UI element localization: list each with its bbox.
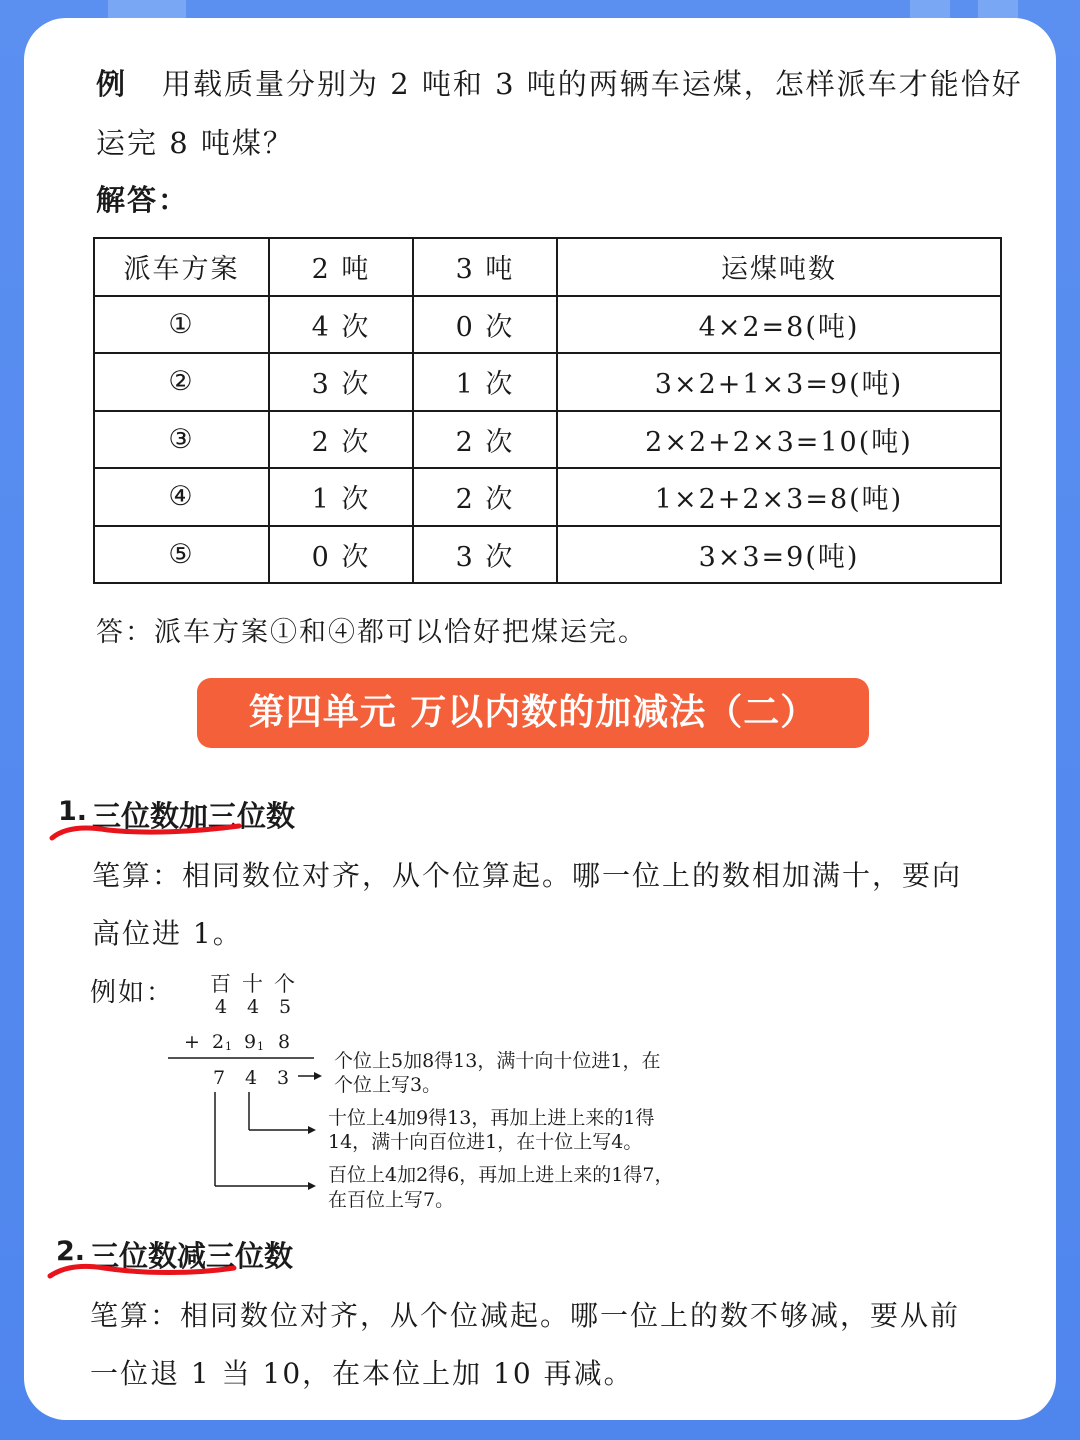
place-header-hundreds: 百: [210, 972, 231, 996]
table-cell: 3×3=9(吨): [557, 526, 1001, 584]
table-header-cell: 2 吨: [269, 238, 413, 296]
table-cell: ④: [94, 468, 269, 526]
carry-mark-hundreds: 1: [225, 1040, 232, 1053]
table-header-cell: 3 吨: [413, 238, 557, 296]
table-cell: 1 次: [269, 468, 413, 526]
section1-number: 1.: [58, 796, 88, 827]
example-for-label: 例如：: [90, 978, 175, 1008]
place-header-ones: 个: [274, 972, 295, 996]
table-cell: 2 次: [413, 468, 557, 526]
table-cell: ①: [94, 296, 269, 354]
section2-rule-line2: 一位退 1 当 10，在本位上加 10 再减。: [90, 1357, 634, 1390]
section1-rule-line2: 高位进 1。: [92, 917, 243, 950]
table-cell: ⑤: [94, 526, 269, 584]
table-cell: 3 次: [269, 353, 413, 411]
place-header-tens: 十: [242, 972, 263, 996]
note-hundreds-line1: 百位上4加2得6，再加上进上来的1得7，: [328, 1164, 674, 1186]
table-header-cell: 派车方案: [94, 238, 269, 296]
table-cell: 0 次: [269, 526, 413, 584]
top-digit-tens: 4: [247, 996, 260, 1018]
table-cell: 3×2+1×3=9(吨): [557, 353, 1001, 411]
answer-heading: 解答：: [96, 183, 190, 217]
bottom-digit-ones: 8: [278, 1031, 291, 1053]
note-ones-line1: 个位上5加8得13，满十向十位进1，在: [334, 1050, 661, 1072]
result-digit-hundreds: 7: [213, 1067, 226, 1089]
table-cell: 2 次: [413, 411, 557, 469]
example-question-line2: 运完 8 吨煤？: [96, 126, 294, 160]
table-cell: 4 次: [269, 296, 413, 354]
table-cell: 3 次: [413, 526, 557, 584]
table-cell: 4×2=8(吨): [557, 296, 1001, 354]
note-tens-line1: 十位上4加9得13，再加上进上来的1得: [328, 1107, 655, 1129]
table-cell: 2×2+2×3=10(吨): [557, 411, 1001, 469]
unit-banner: 第四单元 万以内数的加减法（二）: [197, 678, 869, 748]
example-question-line1: 用载质量分别为 2 吨和 3 吨的两辆车运煤，怎样派车才能恰好: [162, 67, 1023, 101]
section1-rule-line1: 笔算：相同数位对齐，从个位算起。哪一位上的数相加满十，要向: [92, 859, 963, 892]
note-tens-line2: 14，满十向百位进1，在十位上写4。: [328, 1131, 643, 1153]
result-digit-tens: 4: [245, 1067, 258, 1089]
top-digit-ones: 5: [279, 996, 292, 1018]
table-cell: ②: [94, 353, 269, 411]
top-digit-hundreds: 4: [215, 996, 228, 1018]
section2-title: 三位数减三位数: [90, 1239, 294, 1273]
table-cell: 0 次: [413, 296, 557, 354]
note-ones-line2: 个位上写3。: [334, 1074, 442, 1096]
note-hundreds-line2: 在百位上写7。: [328, 1189, 455, 1211]
section2-number: 2.: [56, 1236, 86, 1267]
red-underline-marks: [24, 18, 1056, 1420]
table-cell: 2 次: [269, 411, 413, 469]
table-cell: ③: [94, 411, 269, 469]
table-cell: 1 次: [413, 353, 557, 411]
table-cell: 1×2+2×3=8(吨): [557, 468, 1001, 526]
plus-sign: +: [184, 1031, 200, 1053]
example-label: 例: [96, 67, 128, 101]
content-card: [24, 18, 1056, 1420]
bottom-digit-hundreds: 2: [212, 1031, 225, 1053]
table-header-cell: 运煤吨数: [557, 238, 1001, 296]
bottom-digit-tens: 9: [244, 1031, 257, 1053]
answer-text: 答：派车方案①和④都可以恰好把煤运完。: [96, 617, 647, 648]
carry-mark-tens: 1: [257, 1040, 264, 1053]
result-digit-ones: 3: [277, 1067, 290, 1089]
section1-title: 三位数加三位数: [92, 799, 296, 833]
section2-rule-line1: 笔算：相同数位对齐，从个位减起。哪一位上的数不够减，要从前: [90, 1299, 961, 1332]
